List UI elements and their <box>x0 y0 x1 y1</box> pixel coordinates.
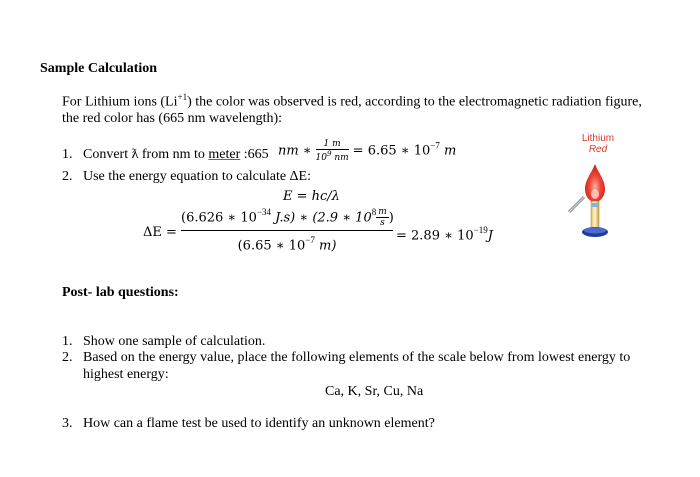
figure-title: Lithium <box>581 133 615 144</box>
delta-e-numerator: (6.626 ∗ $10^{-34}$ J.s) ∗ (2.9 ∗ $10^8$ $\frac{m}{s}$ ) <box>181 207 394 229</box>
energy-equation: E = hc/λ <box>283 189 340 204</box>
bunsen-burner-figure <box>560 160 630 245</box>
delta-e-lhs: ΔE = <box>143 225 177 240</box>
post-lab-heading: Post- lab questions: <box>62 285 179 300</box>
figure-subtitle: Red <box>588 144 608 155</box>
step-1: 1. Convert ƛ from nm to meter :665 <box>62 147 269 162</box>
section-heading: Sample Calculation <box>40 61 158 76</box>
delta-e-fraction-bar <box>181 230 393 231</box>
elements-list: Ca, K, Sr, Cu, Na <box>325 384 424 399</box>
step-2: 2. Use the energy equation to calculate ΔE: <box>62 169 311 184</box>
delta-e-denominator: (6.65 ∗ $10^{-7}$ m) <box>237 235 337 254</box>
intro-line-2: the red color has (665 nm wavelength): <box>62 111 283 126</box>
step-1-math: nm ∗ $\frac{1 m}{10^9 nm}$ = 6.65 ∗ $10^{-7}$ m <box>278 139 457 163</box>
question-3: 3. How can a flame test be used to identify an unknown element? <box>62 416 435 431</box>
wire-loop-icon <box>569 197 584 212</box>
intro-line-1: For Lithium ions $(Li^{+1})$ the color was observed is red, according to the electromagnetic radiation figure, <box>62 92 642 110</box>
question-2: 2. Based on the energy value, place the following elements of the scale below from lowest energy to <box>62 350 631 365</box>
delta-e-result: = 2.89 ∗ $10^{-19}J$ <box>396 225 493 244</box>
question-2-cont: highest energy: <box>83 367 169 382</box>
question-1: 1. Show one sample of calculation. <box>62 334 266 349</box>
